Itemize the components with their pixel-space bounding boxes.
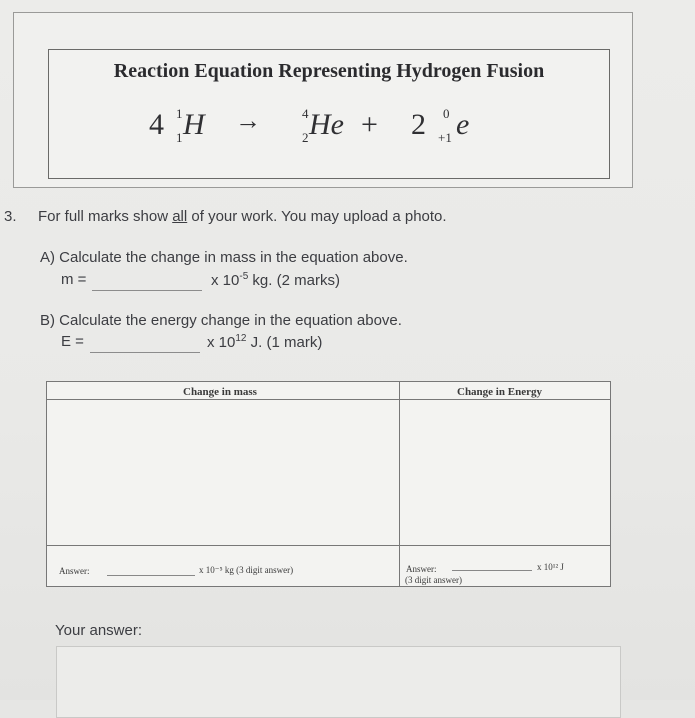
helium-mass-number: 4 <box>302 106 309 121</box>
table-answer-divider <box>47 545 610 546</box>
part-b-exponent: 12 <box>235 333 247 344</box>
part-a-unit-prefix: x 10 <box>211 272 240 289</box>
positron-charge-number: +1 <box>438 130 452 145</box>
energy-answer-label: Answer: <box>406 564 437 574</box>
mass-answer-units: x 10⁻⁵ kg (3 digit answer) <box>199 565 294 575</box>
col-header-mass: Change in mass <box>183 386 257 398</box>
question-instructions <box>38 208 447 225</box>
part-a-units <box>211 271 340 289</box>
helium-symbol: He <box>309 108 344 141</box>
hydrogen-symbol: H <box>183 108 205 141</box>
part-b-label: B) Calculate the energy change in the equation above. <box>40 312 402 329</box>
instruction-suffix: of your work. You may upload a photo. <box>187 208 447 225</box>
helium-atomic-number: 2 <box>302 130 309 145</box>
part-a-variable: m = <box>61 271 87 288</box>
positron-coefficient: 2 <box>411 108 426 141</box>
part-b-blank <box>90 352 200 353</box>
hydrogen-mass-number: 1 <box>176 106 183 121</box>
part-b-units <box>207 333 322 351</box>
part-b-unit-prefix: x 10 <box>207 334 236 351</box>
col-header-energy: Change in Energy <box>457 386 542 398</box>
part-a-blank <box>92 290 202 291</box>
part-a-exponent: -5 <box>239 271 249 282</box>
mass-answer-label: Answer: <box>59 566 90 576</box>
part-a-unit-suffix: kg. (2 marks) <box>248 272 340 289</box>
energy-answer-units: x 10¹² J <box>537 562 564 572</box>
part-b-unit-suffix: J. (1 mark) <box>246 334 323 351</box>
answer-text-field[interactable] <box>56 646 621 718</box>
part-b-variable: E = <box>61 333 84 350</box>
part-a-label: A) Calculate the change in mass in the equation above. <box>40 249 408 266</box>
instruction-emphasis: all <box>172 208 188 225</box>
plus-sign: + <box>361 108 378 141</box>
answer-table <box>46 381 611 587</box>
question-number: 3. <box>4 208 17 225</box>
mass-answer-line <box>107 575 195 576</box>
hydrogen-atomic-number: 1 <box>176 130 183 145</box>
equation-frame <box>48 49 610 179</box>
positron-mass-number: 0 <box>443 106 450 121</box>
equation-image <box>13 12 633 188</box>
your-answer-label: Your answer: <box>55 622 142 639</box>
reaction-arrow: → <box>235 106 261 135</box>
positron-symbol: e <box>456 108 470 141</box>
instruction-prefix: For full marks show <box>38 208 173 225</box>
hydrogen-coefficient: 4 <box>149 108 164 141</box>
table-column-divider <box>399 382 400 586</box>
energy-answer-note: (3 digit answer) <box>405 575 462 585</box>
table-header-divider <box>47 399 610 400</box>
equation-title: Reaction Equation Representing Hydrogen Fusion <box>113 60 545 82</box>
energy-answer-line <box>452 570 532 571</box>
